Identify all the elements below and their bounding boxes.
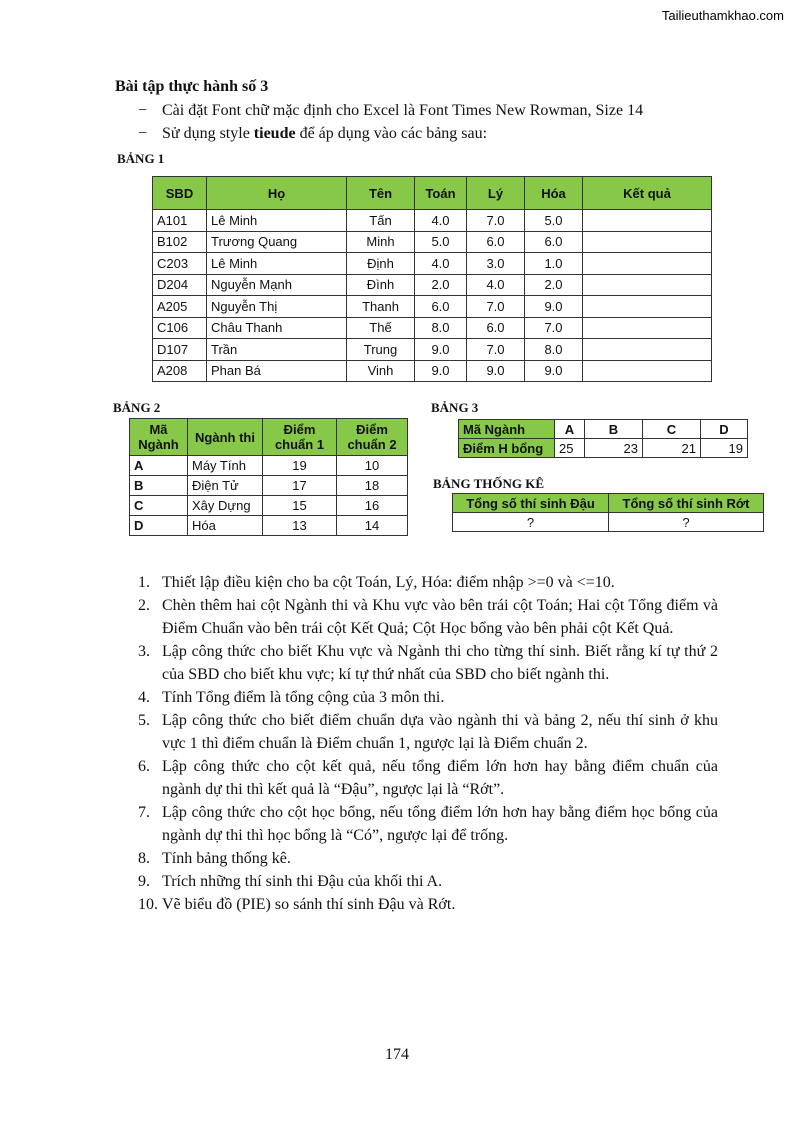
table-cell (583, 339, 712, 361)
table-cell: 14 (337, 516, 408, 536)
table-row (153, 231, 712, 253)
scholarship-score-cell: 25 (555, 439, 585, 458)
table-row (153, 360, 712, 382)
table-row (459, 420, 748, 439)
scholarship-score-cell: 19 (701, 439, 748, 458)
table-cell: 5.0 (415, 231, 467, 253)
table-row (130, 456, 408, 476)
table3-caption: BẢNG 3 (431, 400, 479, 415)
table-header-row (153, 177, 712, 210)
task-item (138, 801, 718, 847)
table-cell: 2.0 (525, 274, 583, 296)
table-cell: Đình (347, 274, 415, 296)
task-number: 6. (138, 758, 150, 775)
task-number: 2. (138, 597, 150, 614)
table-cell: Trương Quang (207, 231, 347, 253)
table-row (130, 516, 408, 536)
stats-value-cell: ? (453, 513, 609, 532)
table-cell: 7.0 (467, 296, 525, 318)
site-watermark: Tailieuthamkhao.com (661, 8, 784, 23)
table-cell: Lê Minh (207, 210, 347, 232)
table-cell: A101 (153, 210, 207, 232)
table-cell: Lê Minh (207, 253, 347, 275)
table-cell: Vinh (347, 360, 415, 382)
table-cell: 9.0 (525, 296, 583, 318)
table-cell: 6.0 (415, 296, 467, 318)
table-cell: 7.0 (467, 339, 525, 361)
column-header: Tổng số thí sinh Đậu (453, 494, 609, 513)
table-row (153, 296, 712, 318)
table-cell: Xây Dựng (188, 496, 263, 516)
column-header: Hóa (525, 177, 583, 210)
column-header: Điểm chuẩn 2 (337, 419, 408, 456)
table-cell (583, 274, 712, 296)
bullet-item (138, 99, 643, 122)
instruction-bullets (138, 99, 643, 145)
table-cell: C106 (153, 317, 207, 339)
table-cell: Định (347, 253, 415, 275)
task-item (138, 847, 718, 870)
bullet-item (138, 122, 643, 145)
table2-caption: BẢNG 2 (113, 400, 161, 415)
table-cell: 7.0 (525, 317, 583, 339)
table-header-row (453, 494, 764, 513)
table-cell: 5.0 (525, 210, 583, 232)
task-text: Vẽ biểu đồ (PIE) so sánh thí sinh Đậu và Rớt. (162, 896, 456, 913)
task-number: 3. (138, 643, 150, 660)
task-number: 8. (138, 850, 150, 867)
task-text: Lập công thức cho cột học bổng, nếu tổng điểm lớn hơn hay bằng điểm học bổng của ngành dự thi thì học bổng là “Có”, ngược lại để trống. (162, 804, 718, 844)
task-item (138, 709, 718, 755)
stats-value-cell: ? (609, 513, 764, 532)
table-cell (583, 210, 712, 232)
table2-majors (129, 418, 408, 536)
bullet-text: để áp dụng vào các bảng sau: (295, 125, 488, 142)
column-header: Toán (415, 177, 467, 210)
page-number: 174 (385, 1046, 409, 1063)
table-cell: C203 (153, 253, 207, 275)
task-text: Lập công thức cho biết điểm chuẩn dựa vào ngành thi và bảng 2, nếu thí sinh ở khu vực 1 thì điểm chuẩn là Điểm chuẩn 1, ngược lại là Điểm chuẩn 2. (162, 712, 718, 752)
table-cell (583, 360, 712, 382)
task-item (138, 755, 718, 801)
column-header: Ngành thi (188, 419, 263, 456)
task-number: 4. (138, 689, 150, 706)
table-cell: 6.0 (467, 317, 525, 339)
table-cell: 4.0 (415, 253, 467, 275)
table-row (153, 210, 712, 232)
column-header: Kết quả (583, 177, 712, 210)
task-item (138, 594, 718, 640)
table-cell: Thế (347, 317, 415, 339)
column-header: SBD (153, 177, 207, 210)
table-cell: D (130, 516, 188, 536)
table-cell (583, 296, 712, 318)
table-cell: 15 (263, 496, 337, 516)
table-row (459, 439, 748, 458)
table-cell: 9.0 (415, 339, 467, 361)
scholarship-score-cell: 21 (643, 439, 701, 458)
bullet-text: Sử dụng style (162, 125, 254, 142)
table-cell: 6.0 (525, 231, 583, 253)
table-cell: 8.0 (415, 317, 467, 339)
table-cell: Hóa (188, 516, 263, 536)
table-cell: 9.0 (525, 360, 583, 382)
table-cell: Thanh (347, 296, 415, 318)
bullet-text: Cài đặt Font chữ mặc định cho Excel là Font Times New Rowman, Size 14 (162, 102, 644, 119)
table-cell: 19 (263, 456, 337, 476)
task-text: Trích những thí sinh thi Đậu của khối thi A. (162, 873, 443, 890)
scholarship-score-cell: 23 (585, 439, 643, 458)
column-header: Mã Ngành (130, 419, 188, 456)
major-code-cell: B (585, 420, 643, 439)
task-number: 9. (138, 873, 150, 890)
task-number: 10. (138, 896, 158, 913)
task-item (138, 640, 718, 686)
table-cell: Nguyễn Thị (207, 296, 347, 318)
table-cell: 2.0 (415, 274, 467, 296)
task-number: 5. (138, 712, 150, 729)
table-cell: 18 (337, 476, 408, 496)
table-cell: 13 (263, 516, 337, 536)
table-cell: Điện Tử (188, 476, 263, 496)
major-code-cell: A (555, 420, 585, 439)
stats-table (452, 493, 764, 532)
table-row (153, 317, 712, 339)
table-cell: Nguyễn Mạnh (207, 274, 347, 296)
major-code-cell: D (701, 420, 748, 439)
table-cell: 6.0 (467, 231, 525, 253)
row-label: Điểm H bổng (459, 439, 555, 458)
task-number: 7. (138, 804, 150, 821)
table-cell: 16 (337, 496, 408, 516)
dash-marker: − (138, 102, 148, 119)
table-cell: B102 (153, 231, 207, 253)
exercise-heading: Bài tập thực hành số 3 (115, 78, 269, 95)
table-cell: A205 (153, 296, 207, 318)
table1-scores (152, 176, 712, 382)
table-cell: 4.0 (415, 210, 467, 232)
table-cell: Phan Bá (207, 360, 347, 382)
table-cell: 8.0 (525, 339, 583, 361)
table-cell: Trần (207, 339, 347, 361)
table-header-row (130, 419, 408, 456)
task-text: Chèn thêm hai cột Ngành thi và Khu vực vào bên trái cột Toán; Hai cột Tổng điểm và Điểm Chuẩn vào bên trái cột Kết Quả; Cột Học bổng vào bên phải cột Kết Quả. (162, 597, 718, 637)
table-cell: 7.0 (467, 210, 525, 232)
table-cell: A (130, 456, 188, 476)
table-cell: 17 (263, 476, 337, 496)
table-cell: Châu Thanh (207, 317, 347, 339)
table-cell: 10 (337, 456, 408, 476)
style-name: tieude (253, 125, 296, 142)
table-row (130, 476, 408, 496)
table-cell (583, 317, 712, 339)
task-text: Tính Tổng điểm là tổng cộng của 3 môn thi. (162, 689, 445, 706)
table-row (453, 513, 764, 532)
table-cell: Minh (347, 231, 415, 253)
task-item (138, 686, 718, 709)
task-text: Thiết lập điều kiện cho ba cột Toán, Lý, Hóa: điểm nhập >=0 và <=10. (162, 574, 615, 591)
table-row (153, 339, 712, 361)
table1-caption: BẢNG 1 (117, 151, 165, 166)
table-row (153, 253, 712, 275)
table-cell: Tấn (347, 210, 415, 232)
table3-scholarship (458, 419, 748, 458)
table-cell: Trung (347, 339, 415, 361)
column-header: Điểm chuẩn 1 (263, 419, 337, 456)
row-label: Mã Ngành (459, 420, 555, 439)
table-row (130, 496, 408, 516)
task-item (138, 571, 718, 594)
column-header: Tổng số thí sinh Rớt (609, 494, 764, 513)
table-cell: 9.0 (467, 360, 525, 382)
table-cell (583, 231, 712, 253)
task-text: Lập công thức cho cột kết quả, nếu tổng điểm lớn hơn hay bằng điểm chuẩn của ngành dự thi thì kết quả là “Đậu”, ngược lại là “Rớt”. (162, 758, 718, 798)
task-item (138, 893, 718, 916)
table-cell: Máy Tính (188, 456, 263, 476)
task-number: 1. (138, 574, 150, 591)
table-cell: 4.0 (467, 274, 525, 296)
task-item (138, 870, 718, 893)
table-cell: 3.0 (467, 253, 525, 275)
table-cell: B (130, 476, 188, 496)
table-cell: D107 (153, 339, 207, 361)
major-code-cell: C (643, 420, 701, 439)
table-cell: D204 (153, 274, 207, 296)
column-header: Lý (467, 177, 525, 210)
column-header: Tên (347, 177, 415, 210)
table-cell: A208 (153, 360, 207, 382)
table-cell: 1.0 (525, 253, 583, 275)
table-row (153, 274, 712, 296)
table-cell (583, 253, 712, 275)
table-cell: 9.0 (415, 360, 467, 382)
column-header: Họ (207, 177, 347, 210)
table-cell: C (130, 496, 188, 516)
dash-marker: − (138, 125, 148, 142)
task-text: Lập công thức cho biết Khu vực và Ngành thi cho từng thí sinh. Biết rằng kí tự thứ 2 của SBD cho biết khu vực; kí tự thứ nhất của SBD cho biết ngành thi. (162, 643, 718, 683)
task-text: Tính bảng thống kê. (162, 850, 291, 867)
task-list (138, 571, 718, 916)
stats-table-caption: BẢNG THỐNG KÊ (433, 476, 545, 491)
